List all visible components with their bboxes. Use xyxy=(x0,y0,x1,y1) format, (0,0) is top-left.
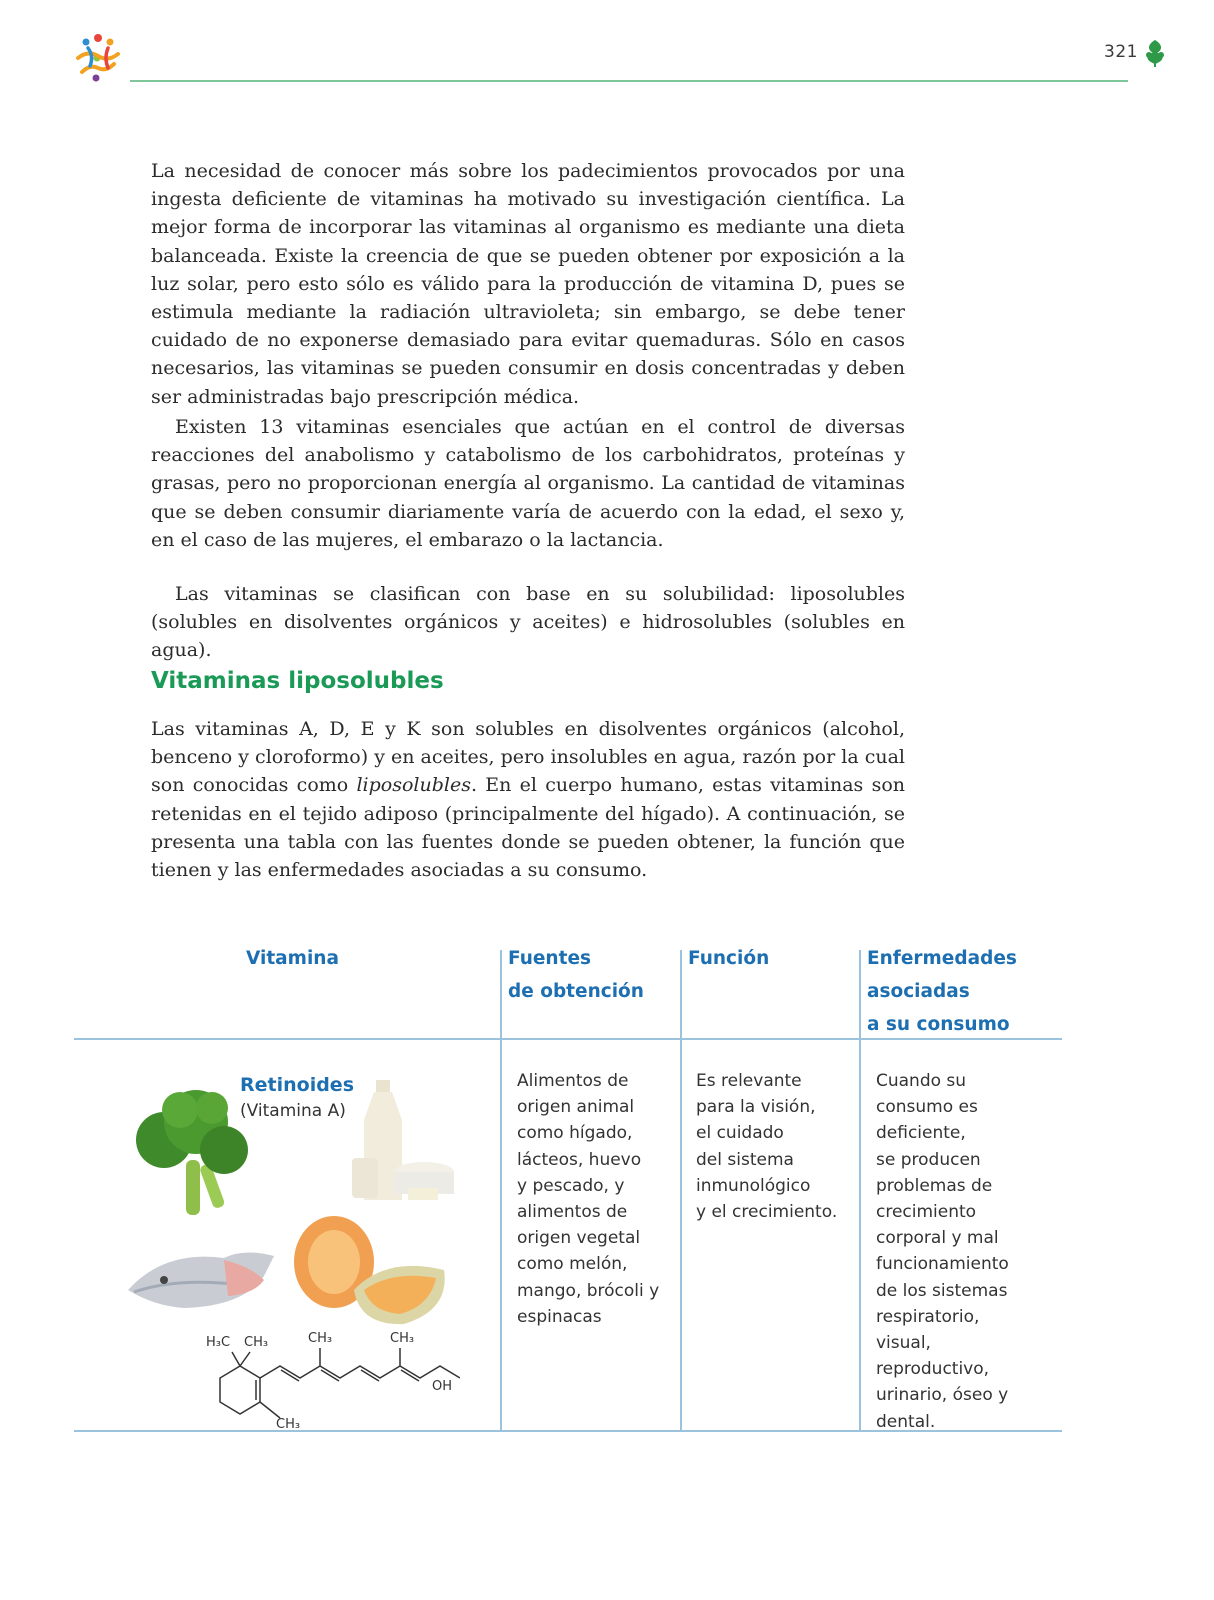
cell-line: consumo es xyxy=(876,1097,978,1118)
header-enfermedades-line-3: a su consumo xyxy=(867,1014,1010,1035)
cell-line: y pescado, y xyxy=(517,1175,625,1196)
table-column-divider xyxy=(859,950,861,1432)
cell-line: mango, brócoli y xyxy=(517,1280,660,1301)
cell-line: problemas de xyxy=(876,1175,993,1196)
molecule-bonds xyxy=(220,1348,460,1418)
molecule-label-oh: OH xyxy=(432,1379,453,1394)
vitamin-name: Retinoides xyxy=(240,1074,354,1096)
page-number: 321 xyxy=(1104,42,1138,62)
vitamins-table xyxy=(74,950,1062,1452)
broccoli-icon xyxy=(136,1090,248,1215)
header-vitamina: Vitamina xyxy=(246,948,339,969)
cell-line: y el crecimiento. xyxy=(696,1202,838,1223)
cell-line: del sistema xyxy=(696,1149,794,1170)
cell-line: se producen xyxy=(876,1149,981,1170)
header-enfermedades xyxy=(867,942,1017,1041)
header-fuentes xyxy=(508,942,644,1008)
molecule-label-ch3: CH₃ xyxy=(244,1335,269,1350)
cell-line: visual, xyxy=(876,1333,931,1354)
header-enfermedades-line-2: asociadas xyxy=(867,981,970,1002)
cell-line: inmunológico xyxy=(696,1175,811,1196)
table-column-divider xyxy=(500,950,502,1432)
paragraph-fat-soluble-start: Las vitaminas A, D, E y K son solubles en disolventes orgánicos (alcohol, benceno y cloroformo) y en aceites, pero insolubles en agua, razón por la cual son conocidas como xyxy=(151,718,905,797)
cell-fuentes xyxy=(517,1068,659,1330)
paragraph-essential-vitamins: Existen 13 vitaminas esenciales que actúan en el control de diversas reacciones del anabolismo y catabolismo de los carbohidratos, proteínas y grasas, pero no proporcionan energía al organismo. La cantidad de vitaminas que se deben consumir diariamente varía de acuerdo con la edad, el sexo y, en el caso de las mujeres, el embarazo o la lactancia. xyxy=(151,416,905,551)
cell-line: el cuidado xyxy=(696,1123,784,1144)
cell-line: como hígado, xyxy=(517,1123,633,1144)
cell-line: para la visión, xyxy=(696,1097,816,1118)
cell-line: dental. xyxy=(876,1411,936,1432)
molecule-label-ch3: CH₃ xyxy=(308,1331,333,1346)
retinol-molecule xyxy=(140,1330,460,1430)
section-heading: Vitaminas liposolubles xyxy=(151,668,444,694)
paragraph-intro: La necesidad de conocer más sobre los padecimientos provocados por una ingesta deficiente de vitaminas ha motivado su investigación científica. La mejor forma de incorporar las vitaminas al organismo es mediante una dieta balanceada. Existe la creencia de que se pueden obtener por exposición a la luz solar, pero esto sólo es válido para la producción de vitamina D, pues se estimula mediante la radiación ultravioleta; sin embargo, se debe tener cuidado de no exponerse demasiado para evitar quemaduras. Sólo en casos necesarios, las vitaminas se pueden consumir en dosis concentradas y deben ser administradas bajo prescripción médica. xyxy=(151,160,905,408)
melon-icon xyxy=(294,1216,445,1324)
molecule-label-h3c: H₃C xyxy=(206,1335,231,1350)
milk-bottle-icon xyxy=(352,1080,454,1200)
cell-line: corporal y mal xyxy=(876,1228,999,1249)
header-funcion: Función xyxy=(688,948,770,969)
fish-icon xyxy=(128,1252,274,1308)
cell-line: de los sistemas xyxy=(876,1280,1008,1301)
cell-line: urinario, óseo y xyxy=(876,1385,1009,1406)
cell-line: espinacas xyxy=(517,1306,602,1327)
table-column-divider xyxy=(680,950,682,1432)
cell-line: alimentos de xyxy=(517,1202,628,1223)
header-enfermedades-line-1: Enfermedades xyxy=(867,948,1017,969)
paragraph-fat-soluble-end: . En el cuerpo humano, estas vitaminas son retenidas en el tejido adiposo (principalmente del hígado). A continuación, se presenta una tabla con las fuentes donde se pueden obtener, la función que tienen y las enfermedades asociadas a su consumo. xyxy=(151,774,905,882)
cell-line: reproductivo, xyxy=(876,1359,990,1380)
term-liposolubles: liposolubles xyxy=(356,774,471,797)
cell-line: origen vegetal xyxy=(517,1228,641,1249)
cell-line: deficiente, xyxy=(876,1123,966,1144)
cell-enfermedades xyxy=(876,1068,1009,1435)
cell-line: Alimentos de xyxy=(517,1071,629,1091)
cell-line: Es relevante xyxy=(696,1071,802,1091)
cell-funcion xyxy=(696,1068,837,1225)
header-fuentes-line-1: Fuentes xyxy=(508,948,592,969)
molecule-label-ch3: CH₃ xyxy=(390,1331,415,1346)
cell-line: lácteos, huevo xyxy=(517,1149,642,1170)
cell-line: Cuando su xyxy=(876,1071,967,1091)
cell-line: funcionamiento xyxy=(876,1254,1009,1275)
cell-line: como melón, xyxy=(517,1254,628,1275)
food-illustration xyxy=(124,1080,464,1330)
paragraph-classification: Las vitaminas se clasifican con base en su solubilidad: liposolubles (solubles en disolventes orgánicos y aceites) e hidrosolubles (solubles en agua). xyxy=(151,583,905,662)
vitamin-subtitle: (Vitamina A) xyxy=(240,1101,346,1121)
header-rule xyxy=(130,80,1128,82)
molecule-label-ch3: CH₃ xyxy=(276,1417,301,1430)
colorful-people-logo-icon xyxy=(68,28,128,88)
paragraph-fat-soluble xyxy=(151,715,905,884)
cell-line: respiratorio, xyxy=(876,1306,980,1327)
header-fuentes-line-2: de obtención xyxy=(508,981,644,1002)
green-leaf-icon xyxy=(1142,38,1168,68)
cell-line: crecimiento xyxy=(876,1202,977,1223)
cell-line: origen animal xyxy=(517,1097,635,1118)
